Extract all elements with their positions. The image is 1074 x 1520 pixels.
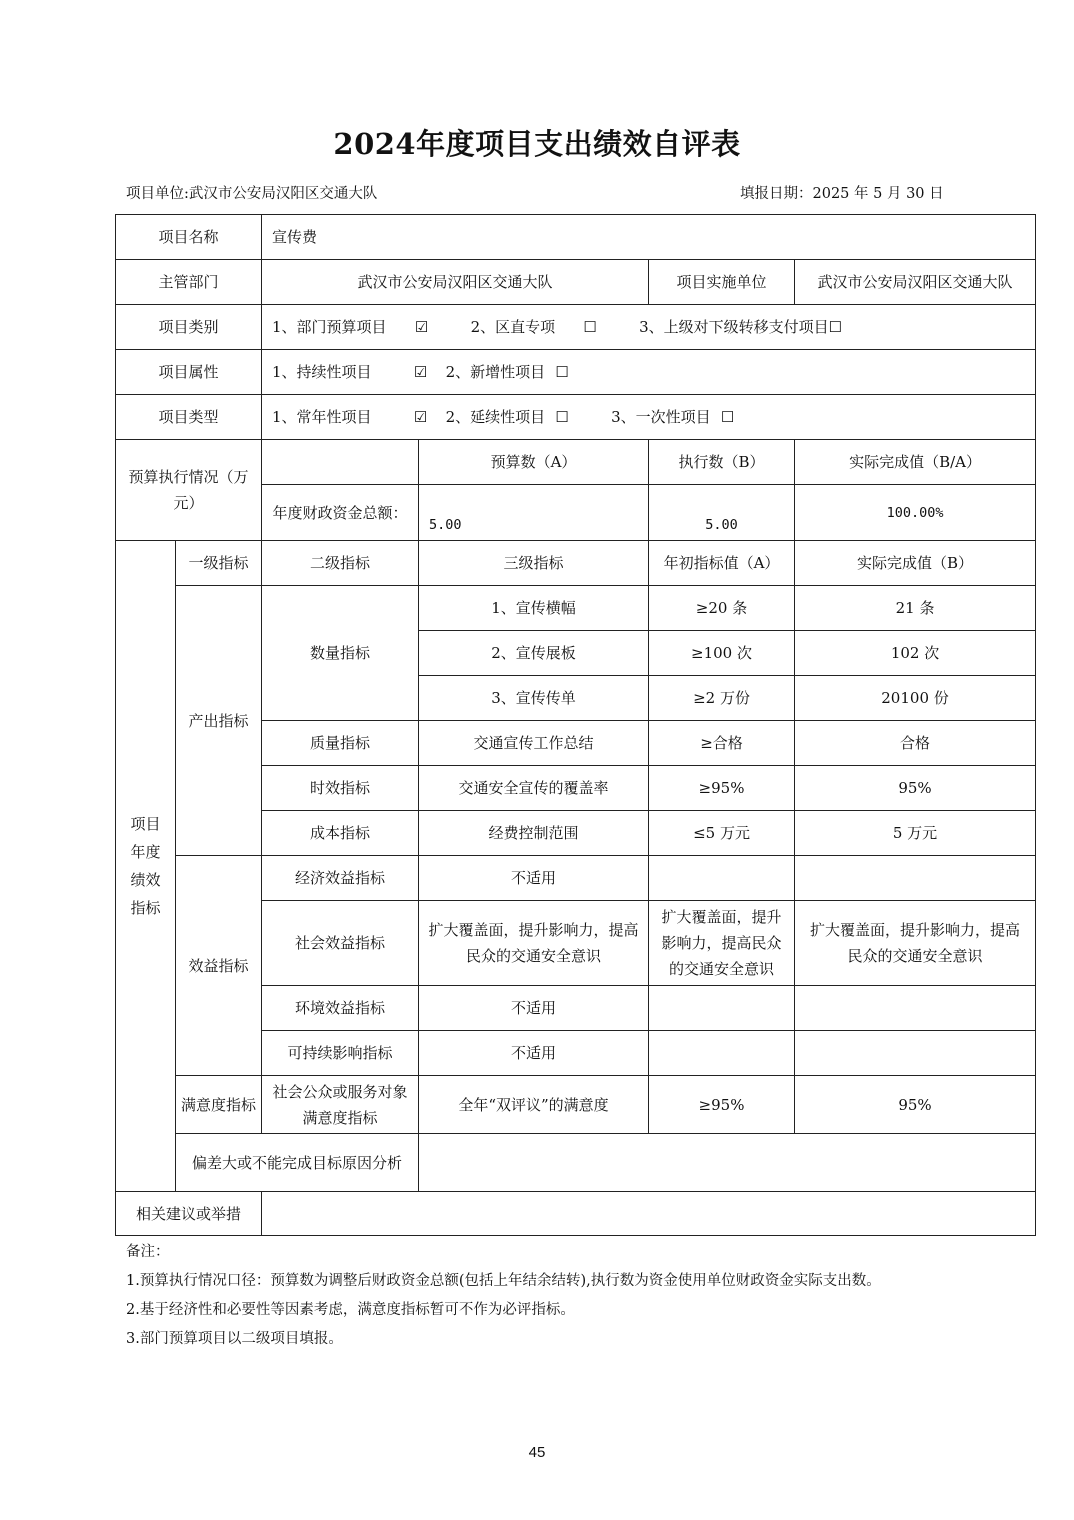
satisfaction-indicator-label: 满意度指标 <box>176 1076 262 1134</box>
category-opt2: 2、区直专项 <box>470 318 556 336</box>
attribute-opt2: 2、新增性项目 <box>445 363 546 381</box>
economic-indicator-label: 经济效益指标 <box>262 856 419 901</box>
timeliness-item-actual: 95% <box>795 766 1036 811</box>
page-title: 2024年度项目支出绩效自评表 <box>333 127 741 161</box>
output-indicator-label: 产出指标 <box>176 586 262 856</box>
cost-indicator-label: 成本指标 <box>262 811 419 856</box>
header-level1: 一级指标 <box>176 541 262 586</box>
quantity-indicator-label: 数量指标 <box>262 586 419 721</box>
category-opt3: 3、上级对下级转移支付项目☐ <box>639 318 843 336</box>
dept-value: 武汉市公安局汉阳区交通大队 <box>262 260 649 305</box>
quantity-item-actual: 102 次 <box>795 631 1036 676</box>
dept-label: 主管部门 <box>116 260 262 305</box>
suggestion-value[interactable] <box>262 1192 1036 1236</box>
budget-col-a: 预算数（A） <box>419 440 649 485</box>
economic-item-name: 不适用 <box>419 856 649 901</box>
sustainable-item-target <box>649 1031 795 1076</box>
type-label: 项目类型 <box>116 395 262 440</box>
social-indicator-label: 社会效益指标 <box>262 901 419 986</box>
sustainable-indicator-label: 可持续影响指标 <box>262 1031 419 1076</box>
social-item-name: 扩大覆盖面，提升影响力，提高民众的交通安全意识 <box>419 901 649 986</box>
social-item-target: 扩大覆盖面，提升影响力，提高民众的交通安全意识 <box>649 901 795 986</box>
category-opt1: 1、部门预算项目 <box>272 318 387 336</box>
header-level3: 三级指标 <box>419 541 649 586</box>
type-opt3: 3、一次性项目 <box>611 408 711 426</box>
note-item: 1.预算执行情况口径：预算数为调整后财政资金总额(包括上年结余结转),执行数为资金使用单位财政资金实际支出数。 <box>126 1273 881 1289</box>
satisfaction-item-target: ≥95% <box>649 1076 795 1134</box>
quality-item-target: ≥合格 <box>649 721 795 766</box>
quantity-item-target: ≥2 万份 <box>649 676 795 721</box>
social-item-actual: 扩大覆盖面，提升影响力，提高民众的交通安全意识 <box>795 901 1036 986</box>
notes <box>126 1238 881 1354</box>
budget-ba-value: 100.00% <box>795 485 1036 541</box>
attribute-options <box>262 350 1036 395</box>
notes-heading: 备注： <box>126 1244 170 1260</box>
project-name-label: 项目名称 <box>116 215 262 260</box>
header-level2: 二级指标 <box>262 541 419 586</box>
category-options <box>262 305 1036 350</box>
quantity-item-name: 2、宣传展板 <box>419 631 649 676</box>
environment-item-name: 不适用 <box>419 986 649 1031</box>
suggestion-label: 相关建议或举措 <box>116 1192 262 1236</box>
budget-b-value: 5.00 <box>649 485 795 541</box>
quantity-item-name: 3、宣传传单 <box>419 676 649 721</box>
timeliness-item-name: 交通安全宣传的覆盖率 <box>419 766 649 811</box>
budget-col-ba: 实际完成值（B/A） <box>795 440 1036 485</box>
benefit-indicator-label: 效益指标 <box>176 856 262 1076</box>
quality-item-name: 交通宣传工作总结 <box>419 721 649 766</box>
impl-unit-value: 武汉市公安局汉阳区交通大队 <box>795 260 1036 305</box>
satisfaction-item-name: 全年“双评议”的满意度 <box>419 1076 649 1134</box>
unchecked-box-icon[interactable]: ☐ <box>555 408 569 426</box>
cost-item-target: ≤5 万元 <box>649 811 795 856</box>
budget-col-b: 执行数（B） <box>649 440 795 485</box>
checked-box-icon[interactable]: ☑ <box>413 408 428 426</box>
unchecked-box-icon[interactable]: ☐ <box>720 408 735 426</box>
page-number: 45 <box>528 1444 546 1461</box>
deviation-label: 偏差大或不能完成目标原因分析 <box>176 1134 419 1192</box>
economic-item-actual <box>795 856 1036 901</box>
type-opt1: 1、常年性项目 <box>272 408 372 426</box>
quantity-item-actual: 20100 份 <box>795 676 1036 721</box>
quality-item-actual: 合格 <box>795 721 1036 766</box>
indicator-side-label: 项目年度绩效指标 <box>116 541 176 1192</box>
environment-indicator-label: 环境效益指标 <box>262 986 419 1031</box>
timeliness-indicator-label: 时效指标 <box>262 766 419 811</box>
type-opt2: 2、延续性项目 <box>445 408 546 426</box>
evaluation-table <box>115 214 1036 1236</box>
sustainable-item-name: 不适用 <box>419 1031 649 1076</box>
budget-blank-header <box>262 440 419 485</box>
budget-label: 预算执行情况（万元） <box>116 440 262 541</box>
satisfaction-item-actual: 95% <box>795 1076 1036 1134</box>
impl-unit-label: 项目实施单位 <box>649 260 795 305</box>
budget-a-value: 5.00 <box>419 485 649 541</box>
timeliness-item-target: ≥95% <box>649 766 795 811</box>
quantity-item-target: ≥20 条 <box>649 586 795 631</box>
environment-item-actual <box>795 986 1036 1031</box>
budget-row-label: 年度财政资金总额： <box>262 485 419 541</box>
quantity-item-name: 1、宣传横幅 <box>419 586 649 631</box>
note-item: 2.基于经济性和必要性等因素考虑，满意度指标暂可不作为必评指标。 <box>126 1302 575 1318</box>
type-options <box>262 395 1036 440</box>
note-item: 3.部门预算项目以二级项目填报。 <box>126 1331 343 1347</box>
attribute-label: 项目属性 <box>116 350 262 395</box>
project-unit: 项目单位:武汉市公安局汉阳区交通大队 <box>126 186 378 202</box>
cost-item-name: 经费控制范围 <box>419 811 649 856</box>
category-label: 项目类别 <box>116 305 262 350</box>
header-actual: 实际完成值（B） <box>795 541 1036 586</box>
attribute-opt1: 1、持续性项目 <box>272 363 372 381</box>
header-target: 年初指标值（A） <box>649 541 795 586</box>
unchecked-box-icon[interactable]: ☐ <box>583 318 597 336</box>
project-name-value: 宣传费 <box>262 215 1036 260</box>
quantity-item-actual: 21 条 <box>795 586 1036 631</box>
unchecked-box-icon[interactable]: ☐ <box>555 363 569 381</box>
quantity-item-target: ≥100 次 <box>649 631 795 676</box>
checked-box-icon[interactable]: ☑ <box>414 318 429 336</box>
economic-item-target <box>649 856 795 901</box>
sustainable-item-actual <box>795 1031 1036 1076</box>
environment-item-target <box>649 986 795 1031</box>
checked-box-icon[interactable]: ☑ <box>413 363 428 381</box>
quality-indicator-label: 质量指标 <box>262 721 419 766</box>
fill-date: 填报日期：2025 年 5 月 30 日 <box>740 186 944 202</box>
satisfaction-sub-label: 社会公众或服务对象满意度指标 <box>262 1076 419 1134</box>
cost-item-actual: 5 万元 <box>795 811 1036 856</box>
deviation-value[interactable] <box>419 1134 1036 1192</box>
